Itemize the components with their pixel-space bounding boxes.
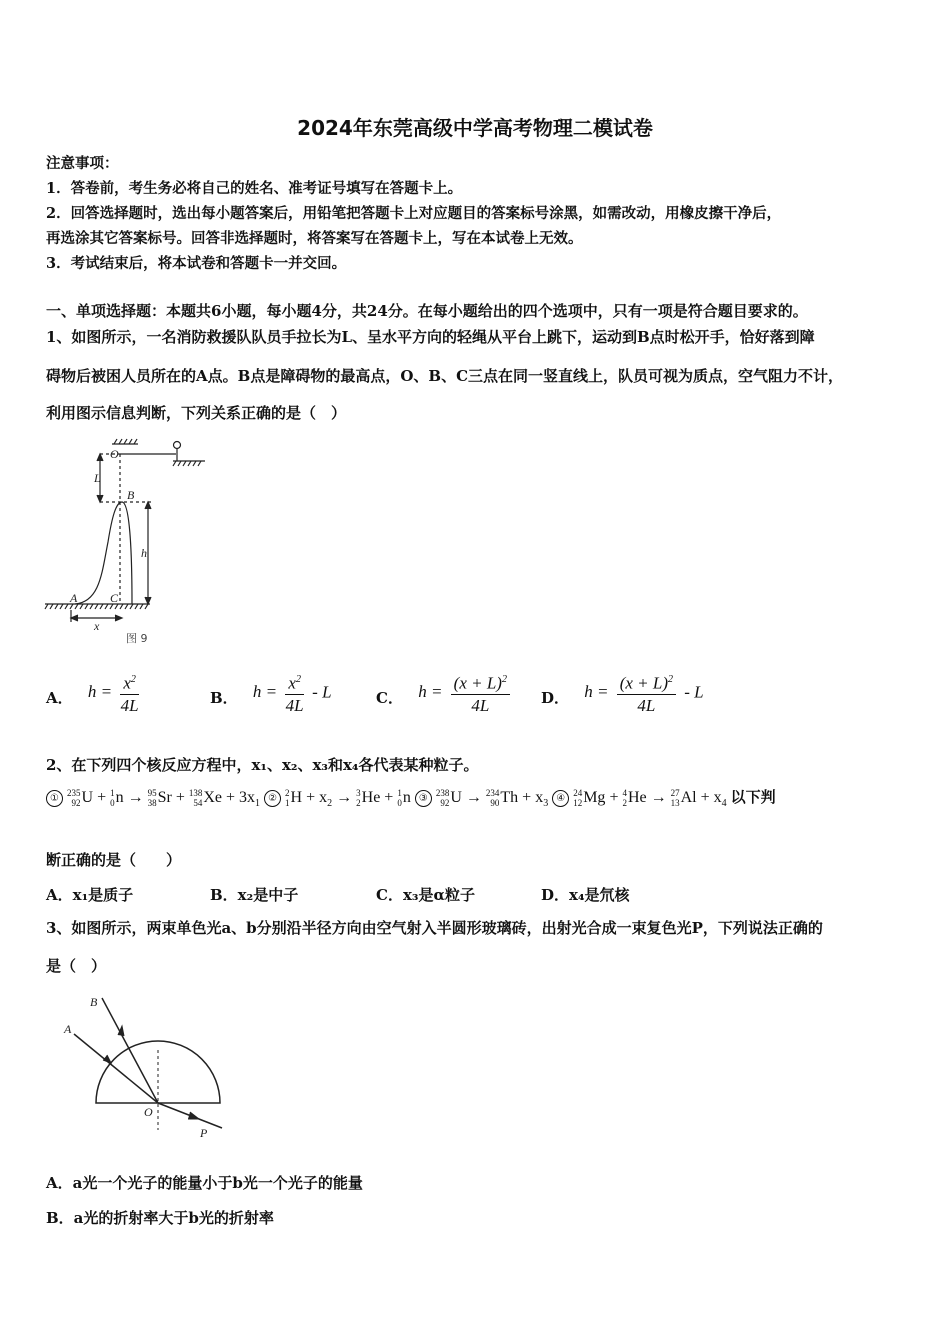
q2-option-d: D．x₄是氘核 [541,886,630,904]
fig-label-h: h [141,546,147,560]
q2-stem: 2、在下列四个核反应方程中，x₁、x₂、x₃和x₄各代表某种粒子。 [46,756,479,774]
fig-label-c: C [110,591,119,605]
q3-option-b: B．a光的折射率大于b光的折射率 [46,1209,274,1227]
page-title: 2024年东莞高级中学高考物理二模试卷 [297,116,653,140]
q1-option-d: D． h = $\frac{(x + L)^2}{4L}$ - L [541,670,704,717]
fig-label-a: A [70,591,78,605]
fig-label-l: L [94,471,101,485]
fig3-label-a: A [64,1022,72,1036]
q3-figure [50,990,240,1140]
q1-stem-line: 1、如图所示，一名消防救援队队员手拉长为L、呈水平方向的轻绳从平台上跳下，运动到B点时松开手，恰好落到障 [46,328,815,346]
q1-option-b: B． h = $\frac{x^2}{4L}$ - L [210,670,332,717]
fig-label-o: O [110,447,119,461]
q1-stem-line: 利用图示信息判断，下列关系正确的是（ ） [46,404,347,422]
notice-item: 3．考试结束后，将本试卷和答题卡一并交回。 [46,255,347,272]
fig3-label-b: B [90,995,98,1009]
notice-item: 再选涂其它答案标号。回答非选择题时，将答案写在答题卡上，写在本试卷上无效。 [46,230,583,247]
q3-stem-line: 3、如图所示，两束单色光a、b分别沿半径方向由空气射入半圆形玻璃砖，出射光合成一束复色光P，下列说法正确的 [46,919,823,937]
notice-heading: 注意事项： [46,155,119,172]
section-heading: 一、单项选择题：本题共6小题，每小题4分，共24分。在每小题给出的四个选项中，只有一项是符合题目要求的。 [46,302,808,320]
q1-option-c: C． h = $\frac{(x + L)^2}{4L}$ [376,670,513,717]
q1-stem-line: 碍物后被困人员所在的A点。B点是障碍物的最高点，O、B、C三点在同一竖直线上，队员可视为质点，空气阻力不计， [46,367,844,385]
fig3-label-p: P [200,1126,208,1140]
figure-caption: 图 9 [126,632,148,645]
q3-option-a: A．a光一个光子的能量小于b光一个光子的能量 [46,1174,363,1192]
q2-option-c: C．x₃是α粒子 [376,886,475,904]
q2-equations: ① 235 92 U + 1 0 n → 95 38 Sr + 138 54 $Xe + 3x_1$ ② 2 1 $H + x_2$ → 3 2 He + 1 0 n ③ 238 92 U → 234 90 $Th + x_3$ ④ 24 12 Mg + 4 2 He → 27 13 $Al + x_4$ 以下判 [46,786,776,809]
q1-option-a: A． h = $\frac{x^2}{4L}$ [46,670,142,717]
notice-item: 1．答卷前，考生务必将自己的姓名、准考证号填写在答题卡上。 [46,180,463,197]
q1-figure [40,432,220,647]
q2-option-b: B．x₂是中子 [210,886,299,904]
q3-stem-line: 是（ ） [46,957,107,975]
q2-stem-tail: 断正确的是（ ） [46,851,182,869]
notice-item: 2．回答选择题时，选出每小题答案后，用铅笔把答题卡上对应题目的答案标号涂黑，如需改动，用橡皮擦干净后， [46,205,782,222]
fig3-label-o: O [144,1105,153,1119]
fig-label-b: B [127,488,135,502]
q2-option-a: A．x₁是质子 [46,886,134,904]
fig-label-x: x [94,619,100,633]
